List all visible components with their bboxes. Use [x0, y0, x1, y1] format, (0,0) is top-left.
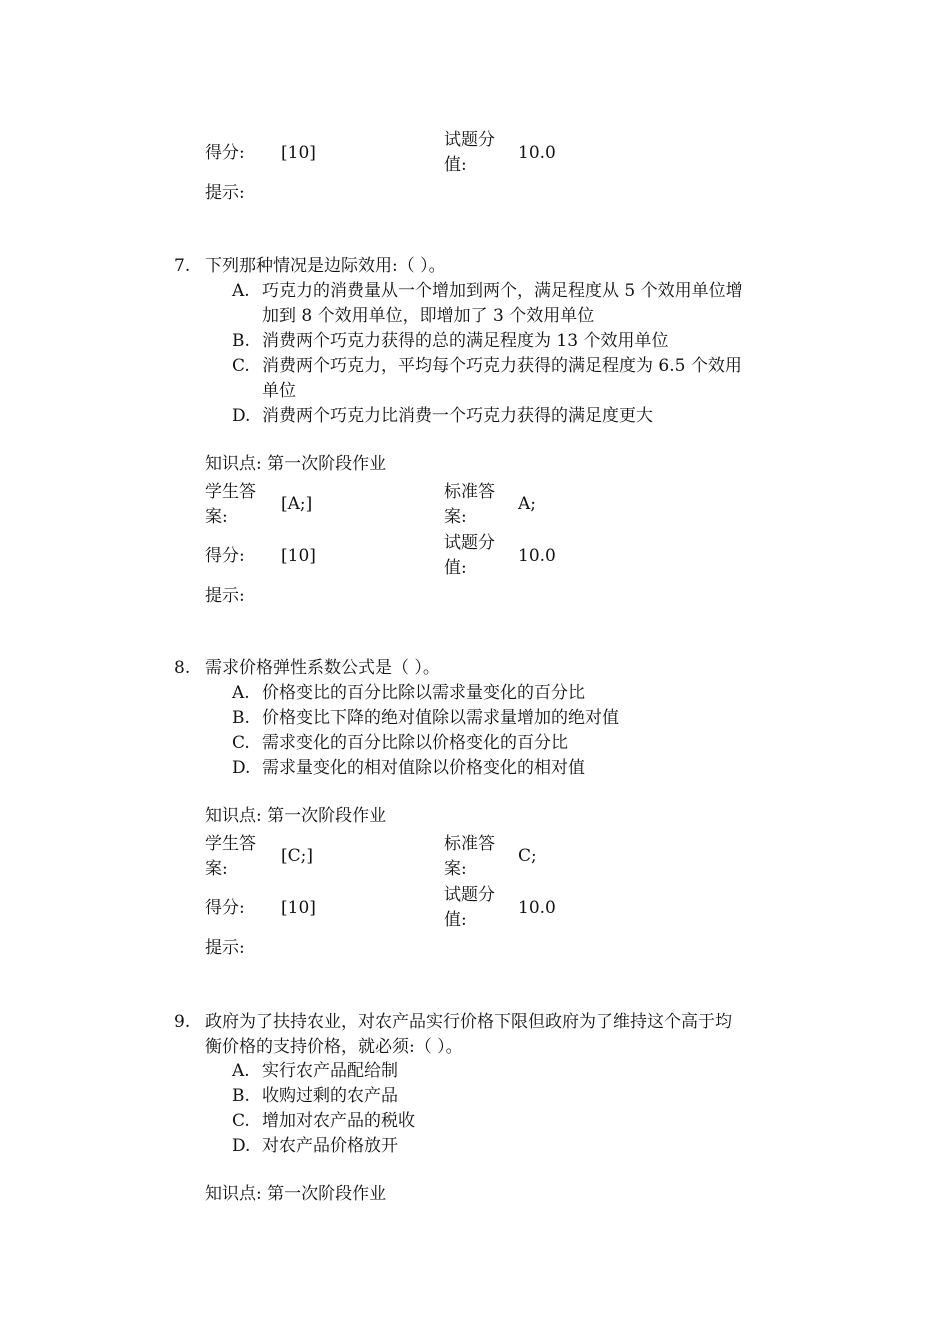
score-label: 得分:: [205, 143, 245, 163]
option-letter: B.: [232, 1086, 250, 1106]
option-letter: C.: [232, 733, 250, 753]
points-label-line2: 值:: [444, 155, 467, 175]
option-letter: C.: [232, 356, 250, 376]
points-value: 10.0: [518, 898, 556, 918]
score-value: [10]: [281, 898, 316, 918]
knowledge-point: 知识点: 第一次阶段作业: [205, 806, 387, 826]
points-label-line1: 试题分: [444, 533, 495, 553]
option-letter: A.: [232, 683, 250, 703]
question-number: 7.: [174, 256, 191, 276]
question-number: 9.: [174, 1012, 191, 1032]
option-text: 消费两个巧克力获得的总的满足程度为 13 个效用单位: [262, 331, 669, 351]
option-letter: D.: [232, 1136, 251, 1156]
option-text: 消费两个巧克力，平均每个巧克力获得的满足程度为 6.5 个效用: [262, 356, 742, 376]
question-stem: 政府为了扶持农业，对农产品实行价格下限但政府为了维持这个高于均: [205, 1012, 732, 1032]
standard-answer-label-line1: 标准答: [444, 834, 495, 854]
points-value: 10.0: [518, 546, 556, 566]
option-letter: C.: [232, 1111, 250, 1131]
option-letter: D.: [232, 758, 251, 778]
option-letter: B.: [232, 708, 250, 728]
points-label-line2: 值:: [444, 558, 467, 578]
option-text: 收购过剩的农产品: [262, 1086, 398, 1106]
option-letter: D.: [232, 406, 251, 426]
score-value: [10]: [281, 143, 316, 163]
option-text-cont: 单位: [262, 381, 296, 401]
student-answer-label-line1: 学生答: [205, 482, 256, 502]
option-text: 价格变比的百分比除以需求量变化的百分比: [262, 683, 585, 703]
question-stem: 需求价格弹性系数公式是（ ）。: [205, 658, 440, 678]
points-label-line1: 试题分: [444, 885, 495, 905]
student-answer-label-line2: 案:: [205, 507, 228, 527]
option-letter: A.: [232, 1061, 250, 1081]
student-answer-label-line2: 案:: [205, 859, 228, 879]
option-text: 对农产品价格放开: [262, 1136, 398, 1156]
knowledge-point: 知识点: 第一次阶段作业: [205, 1184, 387, 1204]
student-answer-value: [A;]: [281, 494, 313, 514]
hint-label: 提示:: [205, 183, 245, 203]
standard-answer-label-line1: 标准答: [444, 482, 495, 502]
student-answer-label-line1: 学生答: [205, 834, 256, 854]
hint-label: 提示:: [205, 586, 245, 606]
score-label: 得分:: [205, 898, 245, 918]
option-text: 实行农产品配给制: [262, 1061, 398, 1081]
standard-answer-value: C;: [518, 846, 537, 866]
option-text: 需求量变化的相对值除以价格变化的相对值: [262, 758, 585, 778]
student-answer-value: [C;]: [281, 846, 313, 866]
option-text-cont: 加到 8 个效用单位，即增加了 3 个效用单位: [262, 306, 595, 326]
option-text: 消费两个巧克力比消费一个巧克力获得的满足度更大: [262, 406, 653, 426]
points-label-line1: 试题分: [444, 130, 495, 150]
option-text: 巧克力的消费量从一个增加到两个，满足程度从 5 个效用单位增: [262, 281, 743, 301]
hint-label: 提示:: [205, 938, 245, 958]
option-letter: B.: [232, 331, 250, 351]
points-value: 10.0: [518, 143, 556, 163]
standard-answer-label-line2: 案:: [444, 507, 467, 527]
score-value: [10]: [281, 546, 316, 566]
option-text: 增加对农产品的税收: [262, 1111, 415, 1131]
points-label-line2: 值:: [444, 910, 467, 930]
standard-answer-value: A;: [518, 494, 537, 514]
knowledge-point: 知识点: 第一次阶段作业: [205, 454, 387, 474]
option-text: 需求变化的百分比除以价格变化的百分比: [262, 733, 568, 753]
score-label: 得分:: [205, 546, 245, 566]
question-stem: 下列那种情况是边际效用:（ ）。: [205, 256, 446, 276]
question-stem-cont: 衡价格的支持价格，就必须:（ ）。: [205, 1037, 463, 1057]
option-text: 价格变比下降的绝对值除以需求量增加的绝对值: [262, 708, 619, 728]
standard-answer-label-line2: 案:: [444, 859, 467, 879]
question-number: 8.: [174, 658, 191, 678]
option-letter: A.: [232, 281, 250, 301]
